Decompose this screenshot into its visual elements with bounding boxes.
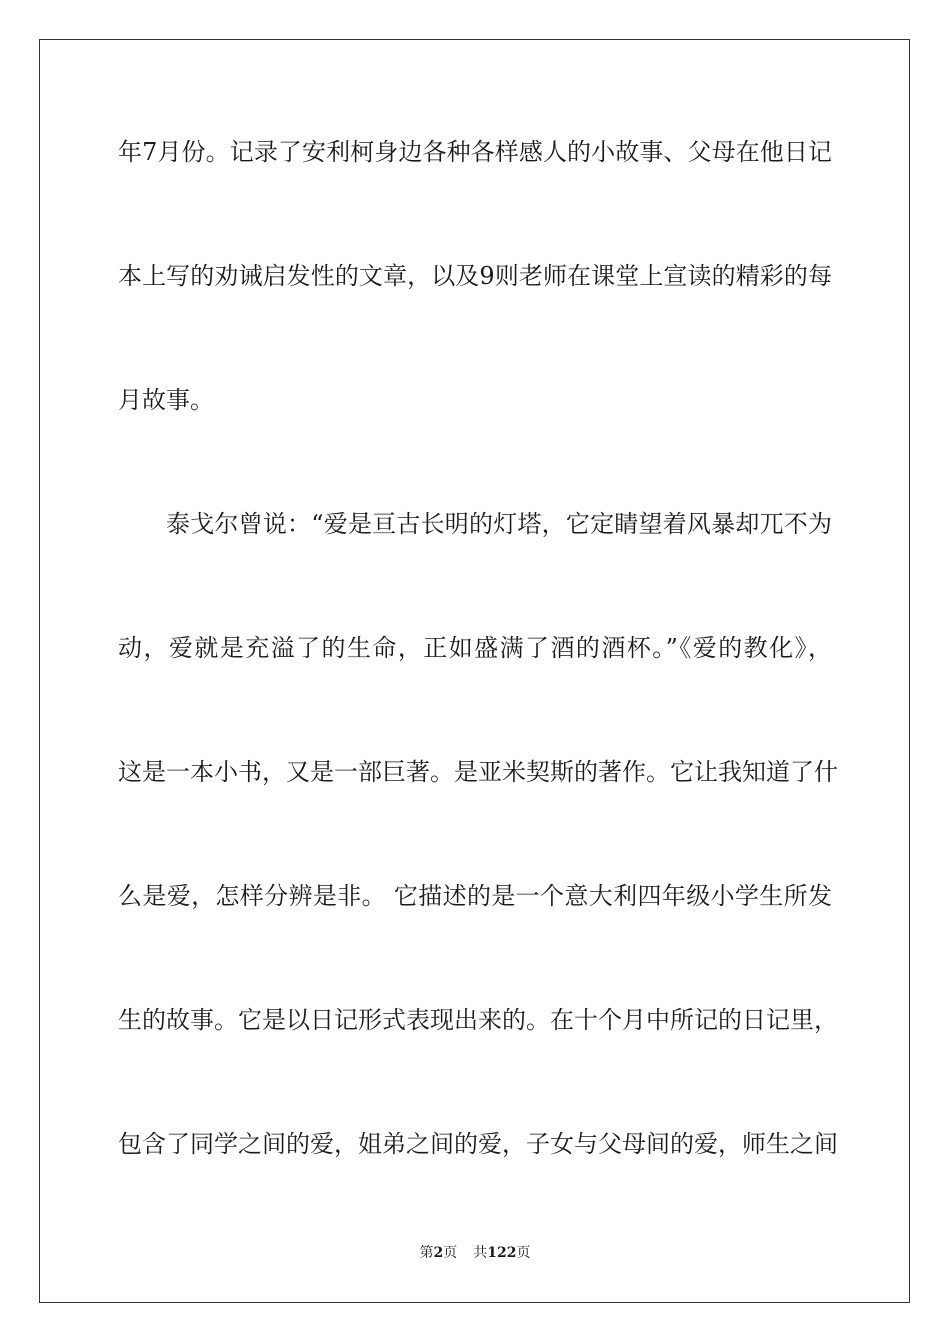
total-suffix: 页 [516, 1245, 531, 1261]
page-current: 2 [433, 1245, 444, 1261]
body-line-3: 月故事。 [118, 386, 214, 414]
body-line-4: 泰戈尔曾说：“爱是亘古长明的灯塔，它定睛望着风暴却兀不为 [166, 510, 832, 538]
body-line-2: 本上写的劝诫启发性的文章，以及9则老师在课堂上宣读的精彩的每 [118, 262, 832, 290]
page-suffix: 页 [443, 1245, 458, 1261]
body-line-9: 包含了同学之间的爱，姐弟之间的爱，子女与父母间的爱，师生之间 [118, 1130, 838, 1158]
body-line-7: 么是爱，怎样分辨是非。 它描述的是一个意大利四年级小学生所发 [118, 882, 832, 910]
total-prefix: 共 [473, 1245, 488, 1261]
page-total: 122 [487, 1245, 517, 1261]
body-line-5: 动，爱就是充溢了的生命，正如盛满了酒的酒杯。”《爱的教化》， [118, 634, 832, 662]
page-border [39, 39, 910, 1303]
body-line-8: 生的故事。它是以日记形式表现出来的。在十个月中所记的日记里， [118, 1006, 838, 1034]
page-prefix: 第 [419, 1245, 434, 1261]
body-line-1: 年7月份。记录了安利柯身边各种各样感人的小故事、父母在他日记 [118, 138, 832, 166]
body-line-6: 这是一本小书，又是一部巨著。是亚米契斯的著作。它让我知道了什 [118, 758, 838, 786]
page-footer [0, 1243, 950, 1263]
